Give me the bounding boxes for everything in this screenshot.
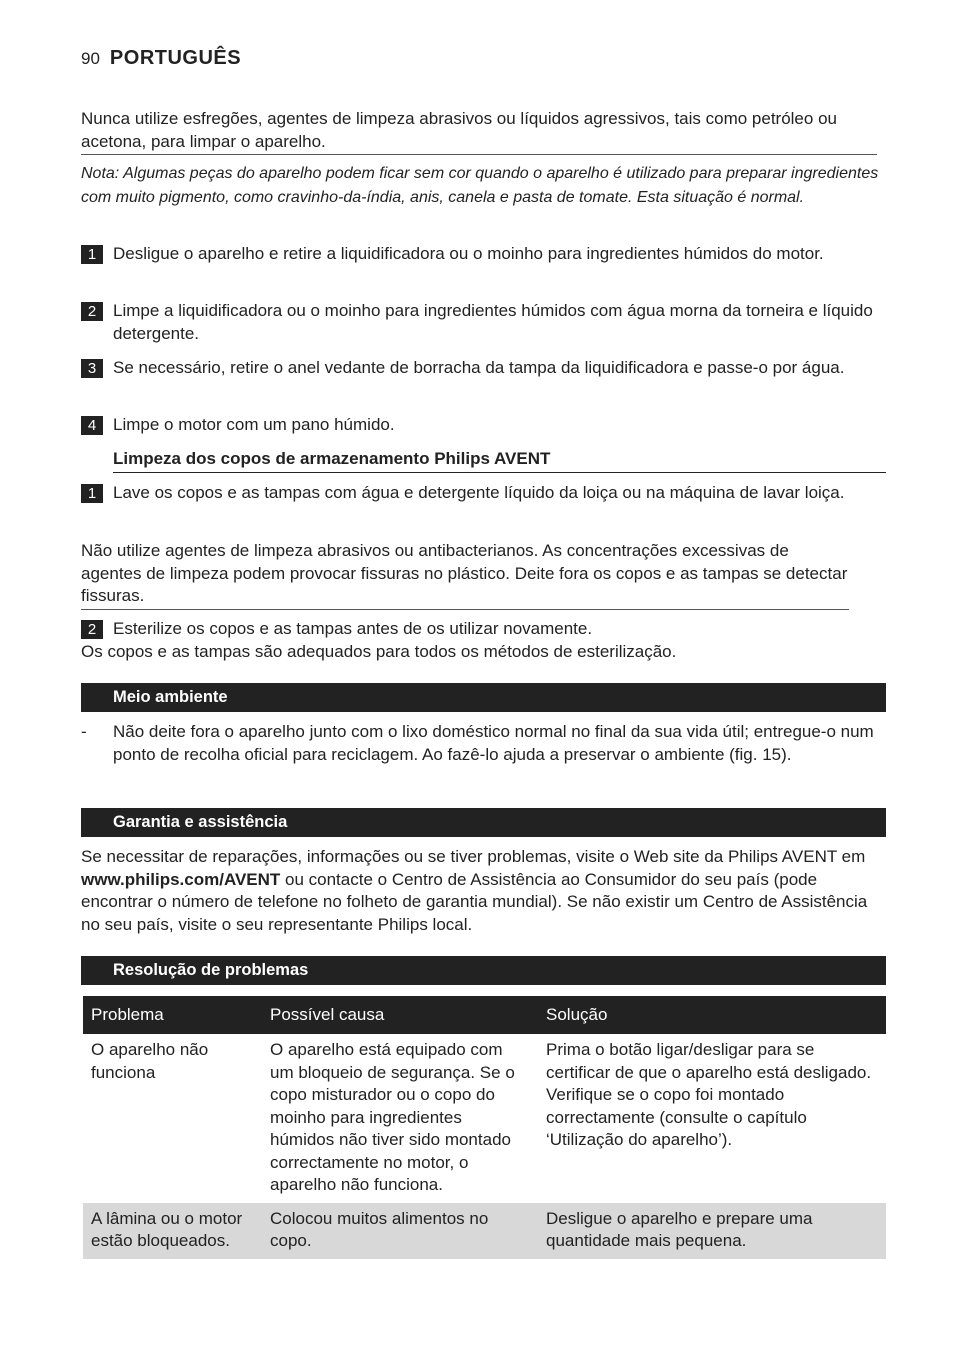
column-header-solution: Solução — [538, 996, 886, 1034]
section-bar-warranty — [81, 808, 886, 837]
warranty-text: Se necessitar de reparações, informações ou se tiver problemas, visite o Web site da Philips AVENT em www.philips.com/AVENT ou contacte o Centro de Assistência ao Consumidor do seu país (pode encontrar o número de telefone no folheto de garantia mundial). Se não existir um Centro de Assistência no seu país, visite o seu representante Philips local. — [81, 847, 868, 934]
step-a3 — [81, 357, 886, 380]
section-bar-environment — [81, 683, 886, 712]
step-number-badge: 1 — [81, 484, 103, 503]
column-header-problem: Problema — [83, 996, 262, 1034]
section-title: Garantia e assistência — [113, 813, 288, 831]
warning-abrasives: Nunca utilize esfregões, agentes de limpeza abrasivos ou líquidos agressivos, tais como petróleo ou acetona, para limpar o aparelho. — [81, 108, 886, 155]
dash-marker: - — [81, 722, 87, 741]
step-number-badge: 3 — [81, 359, 103, 378]
table-row — [83, 1034, 886, 1203]
column-header-cause: Possível causa — [262, 996, 538, 1034]
step-number-badge: 2 — [81, 620, 103, 639]
step-number-badge: 2 — [81, 302, 103, 321]
warning-antibacterial: Não utilize agentes de limpeza abrasivos ou antibacterianos. As concentrações excessivas de agentes de limpeza podem provocar fissuras no plástico. Deite fora os copos e as tampas se detectar fissuras. — [81, 540, 886, 610]
page-number: 90 — [81, 49, 100, 68]
table-row — [83, 1203, 886, 1259]
table-cell: Prima o botão ligar/desligar para se certificar de que o aparelho está desligado. Verifique se o copo foi montado correctamente (consulte o capítulo ‘Utilização do aparelho’). — [546, 1040, 872, 1149]
environment-text: Não deite fora o aparelho junto com o lixo doméstico normal no final da sua vida útil; entregue-o num ponto de recolha oficial para reciclagem. Ao fazê-lo ajuda a preservar o ambiente (fig. 15). — [113, 722, 874, 764]
step-a2 — [81, 300, 886, 345]
step-a1 — [81, 243, 886, 266]
table-cell: Colocou muitos alimentos no copo. — [262, 1203, 538, 1259]
page-header — [81, 47, 241, 71]
step-b2 — [81, 618, 886, 641]
step-b1 — [81, 482, 886, 505]
table-cell: Desligue o aparelho e prepare uma quantidade mais pequena. — [538, 1203, 886, 1259]
table-header-row — [83, 996, 886, 1034]
section-title: Meio ambiente — [113, 688, 228, 706]
environment-bullet — [81, 721, 886, 766]
troubleshooting-table — [83, 996, 886, 1259]
step-text: Desligue o aparelho e retire a liquidificadora ou o moinho para ingredientes húmidos do motor. — [113, 244, 824, 263]
note-discoloration: Nota: Algumas peças do aparelho podem ficar sem cor quando o aparelho é utilizado para preparar ingredientes com muito pigmento, como cravinho-da-índia, anis, canela e pasta de tomate. Esta situação é normal. — [81, 165, 879, 206]
step-a4 — [81, 414, 886, 437]
section-title: Resolução de problemas — [113, 961, 309, 979]
table-cell: O aparelho não funciona — [91, 1040, 209, 1082]
step-text: Se necessário, retire o anel vedante de borracha da tampa da liquidificadora e passe-o por água. — [113, 358, 845, 377]
step-text: Lave os copos e as tampas com água e detergente líquido da loiça ou na máquina de lavar loiça. — [113, 483, 845, 502]
step-text: Esterilize os copos e as tampas antes de os utilizar novamente. — [113, 619, 593, 638]
subheading-storage-cups: Limpeza dos copos de armazenamento Philips AVENT — [113, 448, 886, 473]
table-cell: O aparelho está equipado com um bloqueio de segurança. Se o copo misturador ou o copo do moinho para ingredientes húmidos não tiver sido montado correctamente no motor, o aparelho não funciona. — [270, 1040, 515, 1194]
step-number-badge: 1 — [81, 245, 103, 264]
table-cell: A lâmina ou o motor estão bloqueados. — [83, 1203, 262, 1259]
step-text: Limpe o motor com um pano húmido. — [113, 415, 395, 434]
language-title: PORTUGUÊS — [109, 47, 242, 69]
step-number-badge: 4 — [81, 416, 103, 435]
section-bar-troubleshooting — [81, 956, 886, 985]
step-text: Limpe a liquidificadora ou o moinho para ingredientes húmidos com água morna da torneira e líquido detergente. — [113, 301, 873, 343]
philips-avent-link[interactable]: www.philips.com/AVENT — [81, 869, 281, 889]
sterilize-note: Os copos e as tampas são adequados para todos os métodos de esterilização. — [81, 642, 677, 661]
